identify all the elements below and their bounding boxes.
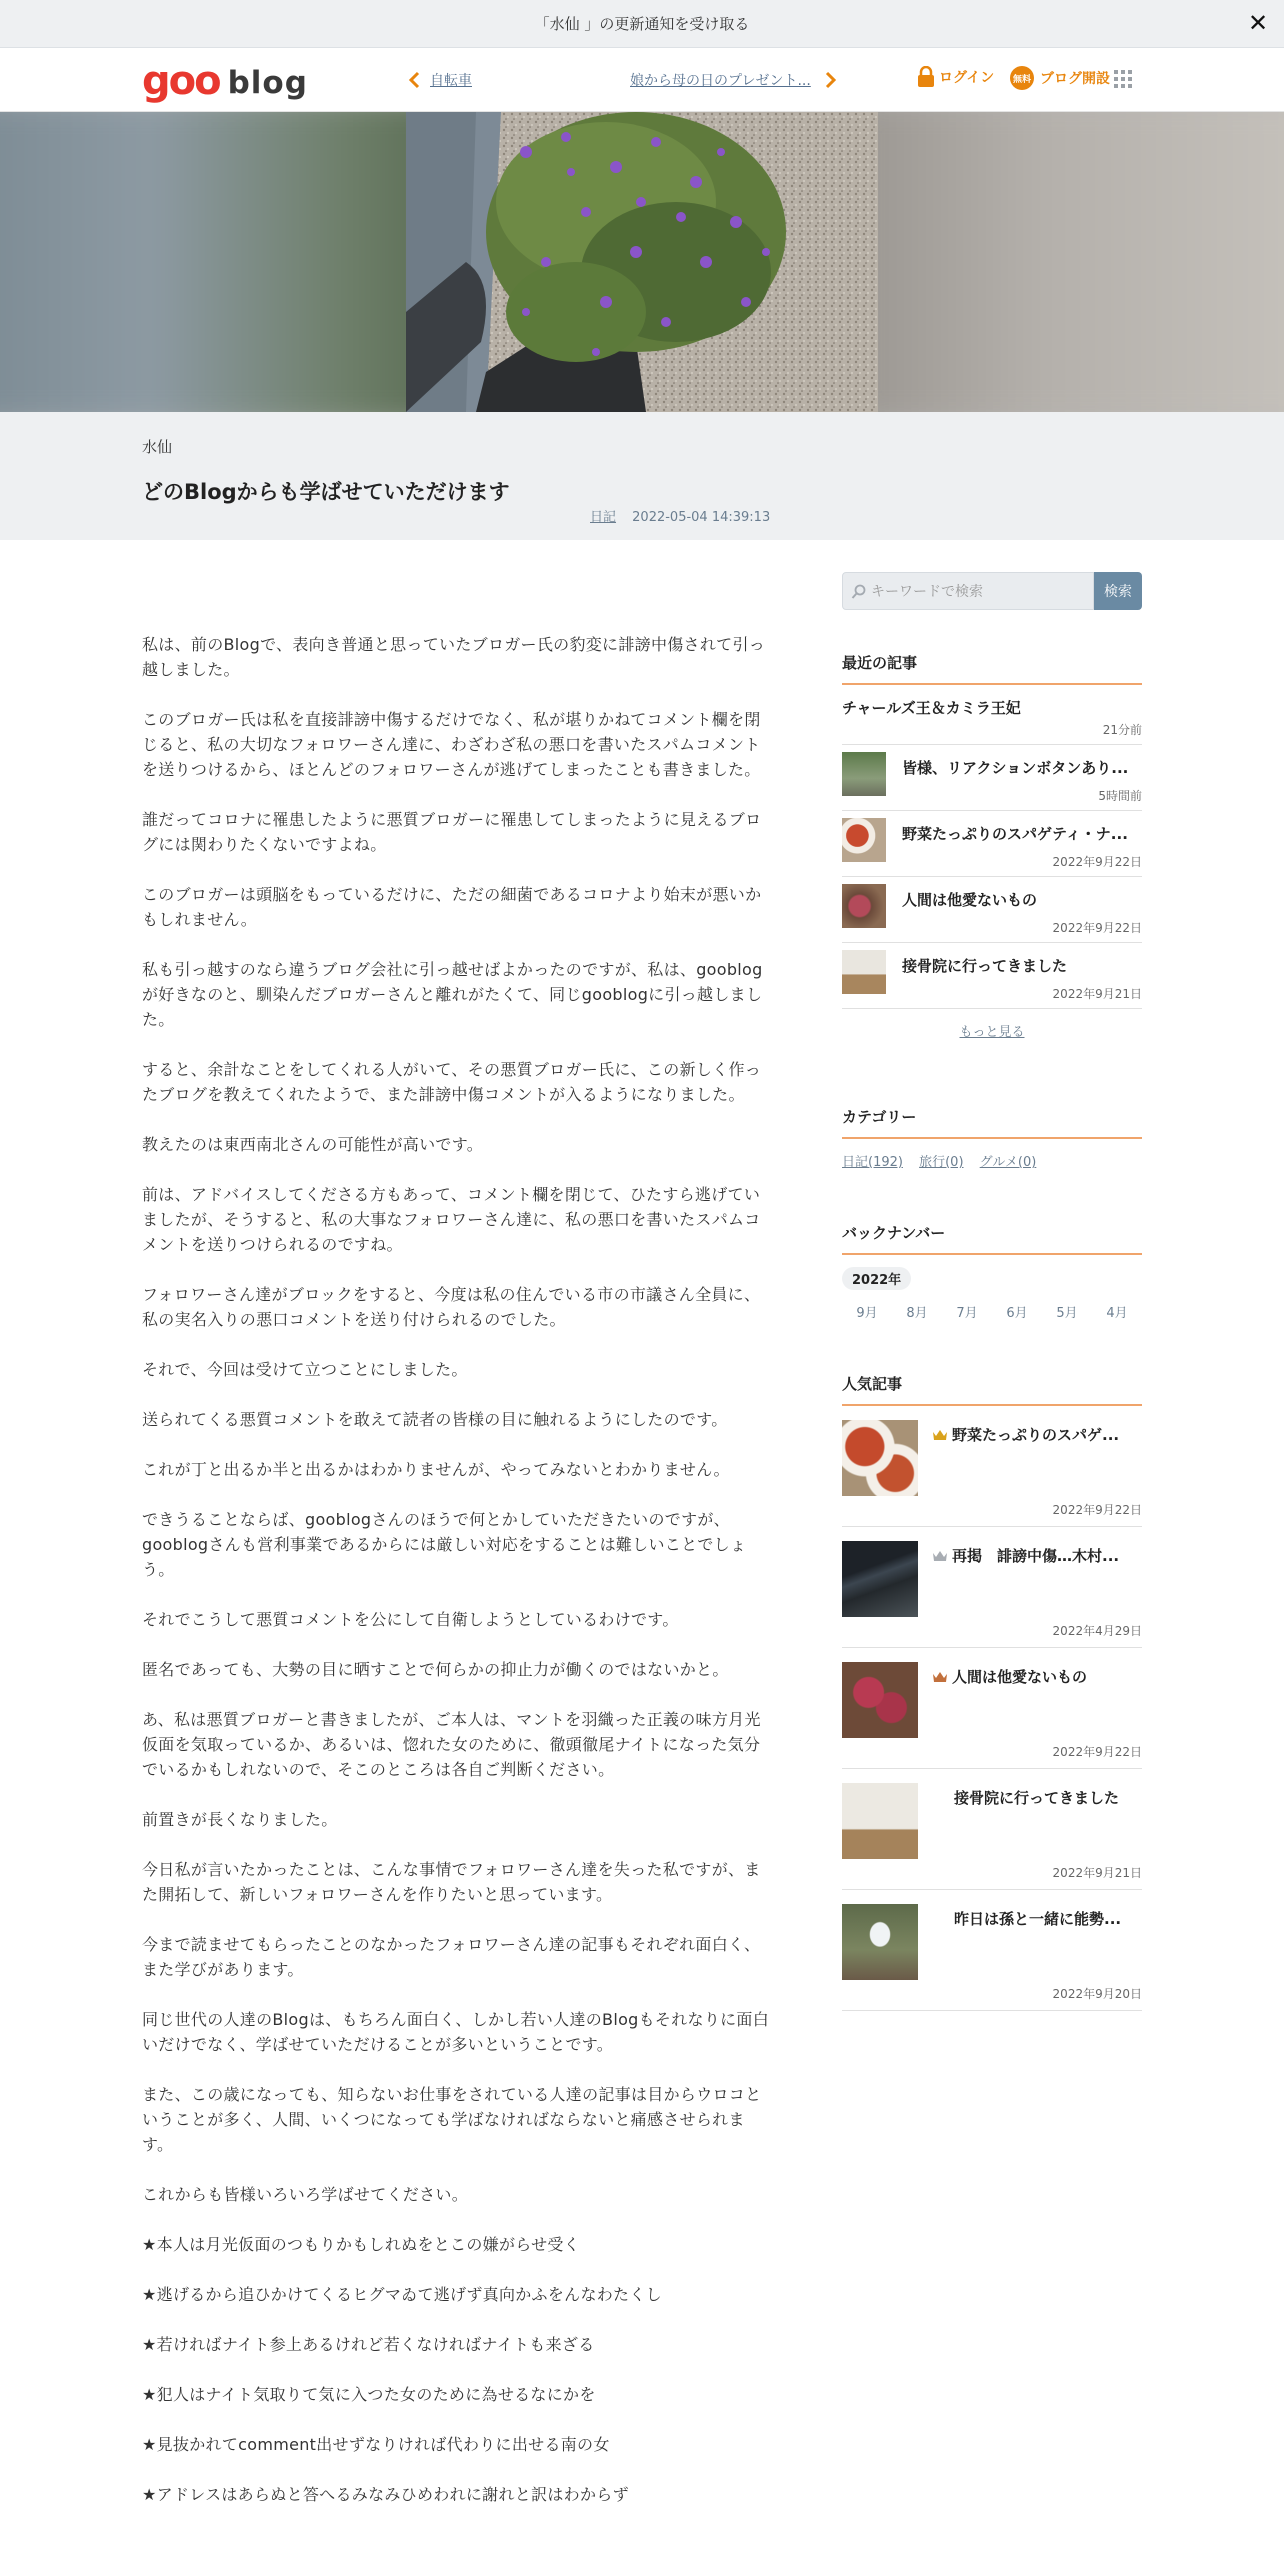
- popular-post-title[interactable]: [954, 1908, 1142, 1929]
- post-paragraph: 私も引っ越すのなら違うブログ会社に引っ越せばよかったのですが、私は、gooblogが好きなのと、馴染んだブロガーさんと離れがたくて、同じgooblogに引っ越しました。: [142, 960, 763, 1029]
- post-title: どのBlogからも学ばせていただけます: [142, 480, 510, 504]
- recent-post-title[interactable]: 接骨院に行ってきました: [902, 957, 1068, 975]
- post-paragraph: それで、今回は受けて立つことにしました。: [142, 1360, 468, 1379]
- post-paragraph: このブロガー氏は私を直接誹謗中傷するだけでなく、私が堪りかねてコメント欄を閉じると、私の大切なフォロワーさん達に、わざわざ私の悪口を書いたスパムコメントを送りつけるから、ほとんどのフォロワーさんが逃げてしまったことも書きました。: [142, 710, 761, 779]
- goo-blog-logo[interactable]: [142, 58, 308, 104]
- popular-post-date: 2022年4月29日: [1052, 1624, 1142, 1638]
- header-photo-blur-right: [848, 112, 1284, 412]
- open-blog-label: ブログ開設: [1040, 71, 1110, 87]
- recent-post-date: 2022年9月22日: [1052, 921, 1142, 935]
- post-title-band: [0, 412, 1284, 540]
- popular-post-title-text: 人間は他愛ないもの: [952, 1668, 1088, 1686]
- post-paragraph: 今日私が言いたかったことは、こんな事情でフォロワーさん達を失った私ですが、また開拓して、新しいフォロワーさんを作りたいと思っています。: [142, 1860, 761, 1904]
- sidebar: [842, 572, 1142, 2011]
- month-link[interactable]: 9月: [856, 1306, 878, 1321]
- post-paragraph: 匿名であっても、大勢の目に晒すことで何らかの抑止力が働くのではないかと。: [142, 1660, 729, 1679]
- post-body: [142, 632, 772, 2532]
- post-paragraph: それでこうして悪質コメントを公にして自衛しようとしているわけです。: [142, 1610, 679, 1629]
- recent-post-item[interactable]: [842, 745, 1142, 811]
- follow-notify-text[interactable]: 「水仙 」の更新通知を受け取る: [534, 15, 750, 33]
- year-tab[interactable]: 2022年: [842, 1267, 911, 1290]
- prev-post-label: 自転車: [430, 73, 472, 89]
- blog-name[interactable]: 水仙: [142, 438, 173, 456]
- popular-post-title-text: 昨日は孫と一緒に能勢...: [954, 1910, 1122, 1928]
- search-button[interactable]: 検索: [1094, 572, 1142, 610]
- recent-post-title[interactable]: 人間は他愛ないもの: [902, 891, 1038, 909]
- more-posts-link[interactable]: もっと見る: [959, 1025, 1025, 1040]
- popular-post-item[interactable]: [842, 1527, 1142, 1648]
- category-link[interactable]: グルメ(0): [979, 1155, 1037, 1170]
- post-paragraph: 送られてくる悪質コメントを敢えて読者の皆様の目に触れるようにしたのです。: [142, 1410, 728, 1429]
- popular-post-date: 2022年9月20日: [1052, 1987, 1142, 2001]
- post-paragraph: すると、余計なことをしてくれる人がいて、その悪質ブロガー氏に、この新しく作ったブログを教えてくれたようで、また誹謗中傷コメントが入るようになりました。: [142, 1060, 762, 1104]
- post-category-link[interactable]: 日記: [590, 510, 617, 525]
- chevron-right-icon: [819, 68, 843, 92]
- recent-post-title[interactable]: チャールズ王＆カミラ王妃: [842, 699, 1021, 717]
- login-label: ログイン: [939, 70, 995, 86]
- post-paragraph: ★犯人はナイト気取りて気に入つた女のために為せるなにかを: [142, 2385, 596, 2404]
- popular-post-title[interactable]: [932, 1666, 1142, 1687]
- popular-post-date: 2022年9月21日: [1052, 1866, 1142, 1880]
- post-paragraph: ★逃げるから追ひかけてくるヒグマゐて逃げず真向かふをんなわたくし: [142, 2285, 662, 2304]
- open-blog-button[interactable]: [1010, 66, 1110, 90]
- month-link[interactable]: 4月: [1106, 1306, 1128, 1321]
- popular-post-thumbnail[interactable]: [842, 1904, 918, 1980]
- month-link[interactable]: 5月: [1056, 1306, 1078, 1321]
- post-paragraph: ★若ければナイト参上あるけれど若くなければナイトも来ざる: [142, 2335, 595, 2354]
- category-link[interactable]: 日記(192): [842, 1155, 903, 1170]
- popular-post-item[interactable]: [842, 1890, 1142, 2011]
- post-meta: [590, 506, 770, 525]
- silver-crown-icon: [932, 1549, 948, 1563]
- popular-post-date: 2022年9月22日: [1052, 1745, 1142, 1759]
- next-post-label: 娘から母の日のプレゼント...: [630, 73, 811, 89]
- logo-blog-text: blog: [227, 65, 308, 101]
- post-paragraph: これが丁と出るか半と出るかはわかりませんが、やってみないとわかりません。: [142, 1460, 730, 1479]
- popular-post-date: 2022年9月22日: [1052, 1503, 1142, 1517]
- site-header: [0, 48, 1284, 112]
- recent-post-thumbnail[interactable]: [842, 752, 886, 796]
- recent-posts: [842, 652, 1142, 1040]
- popular-post-item[interactable]: [842, 1648, 1142, 1769]
- header-photo-flowers: [406, 112, 878, 412]
- lock-icon: [917, 66, 935, 88]
- recent-post-date: 2022年9月22日: [1052, 855, 1142, 869]
- post-paragraph: 教えたのは東西南北さんの可能性が高いです。: [142, 1135, 484, 1154]
- apps-grid-icon[interactable]: [1114, 70, 1132, 88]
- recent-post-item[interactable]: [842, 811, 1142, 877]
- categories-title: カテゴリー: [842, 1106, 1142, 1139]
- post-paragraph: ★アドレスはあらぬと答へるみなみひめわれに謝れと訳はわからず: [142, 2485, 629, 2504]
- category-link[interactable]: 旅行(0): [919, 1155, 964, 1170]
- search-icon: [851, 584, 867, 600]
- popular-posts-title: 人気記事: [842, 1373, 1142, 1406]
- post-paragraph: あ、私は悪質ブロガーと書きましたが、ご本人は、マントを羽織った正義の味方月光仮面を気取っているか、あるいは、惚れた女のために、徹頭徹尾ナイトになった気分でいるかもしれないので、そこのところは各自ご判断ください。: [142, 1710, 761, 1779]
- back-numbers: [842, 1222, 1142, 1321]
- post-paragraph: できうることならば、gooblogさんのほうで何とかしていただきたいのですが、gooblogさんも営利事業であるからには厳しい対応をすることは難しいことでしょう。: [142, 1510, 747, 1579]
- popular-post-title[interactable]: [954, 1787, 1142, 1808]
- recent-post-thumbnail[interactable]: [842, 950, 886, 994]
- header-photo: [0, 112, 1284, 412]
- logo-goo-text: goo: [142, 58, 220, 104]
- post-paragraph: 私は、前のBlogで、表向き普通と思っていたブロガー氏の豹変に誹謗中傷されて引っ越しました。: [142, 635, 766, 679]
- recent-post-item[interactable]: [842, 877, 1142, 943]
- next-post-link[interactable]: [630, 68, 843, 92]
- login-button[interactable]: [917, 66, 994, 88]
- post-paragraph: 今まで読ませてもらったことのなかったフォロワーさん達の記事もそれぞれ面白く、また学びがあります。: [142, 1935, 761, 1979]
- popular-post-thumbnail[interactable]: [842, 1783, 918, 1859]
- post-datetime: 2022-05-04 14:39:13: [632, 510, 771, 525]
- month-link[interactable]: 7月: [956, 1306, 978, 1321]
- post-paragraph: ★見抜かれてcomment出せずなりければ代わりに出せる南の女: [142, 2435, 610, 2454]
- search-box: [842, 572, 1142, 610]
- recent-post-title[interactable]: 野菜たっぷりのスパゲティ・ナ...: [902, 825, 1128, 843]
- recent-post-date: 21分前: [1102, 723, 1142, 737]
- popular-post-title[interactable]: [932, 1545, 1142, 1566]
- free-badge: 無料: [1010, 66, 1034, 90]
- recent-post-date: 5時間前: [1098, 789, 1142, 803]
- popular-post-thumbnail[interactable]: [842, 1420, 918, 1496]
- popular-post-title-text: 再掲 誹謗中傷…木村...: [952, 1547, 1120, 1565]
- post-paragraph: 前置きが長くなりました。: [142, 1810, 338, 1829]
- bronze-crown-icon: [932, 1670, 948, 1684]
- recent-posts-title: 最近の記事: [842, 652, 1142, 685]
- category-links: [842, 1151, 1142, 1170]
- popular-post-title-text: 接骨院に行ってきました: [954, 1789, 1120, 1807]
- popular-post-title-text: 野菜たっぷりのスパゲ...: [952, 1426, 1120, 1444]
- recent-post-item[interactable]: [842, 943, 1142, 1009]
- post-paragraph: 同じ世代の人達のBlogは、もちろん面白く、しかし若い人達のBlogもそれなりに面白いだけでなく、学ばせていただけることが多いということです。: [142, 2010, 770, 2054]
- popular-post-item[interactable]: [842, 1769, 1142, 1890]
- prev-post-link[interactable]: [402, 68, 472, 92]
- month-links: [842, 1302, 1142, 1321]
- post-paragraph: また、この歳になっても、知らないお仕事をされている人達の記事は目からウロコということが多く、人間、いくつになっても学ばなければならないと痛感させられます。: [142, 2085, 762, 2154]
- gold-crown-icon: [932, 1428, 948, 1442]
- search-placeholder: キーワードで検索: [871, 584, 983, 600]
- header-photo-blur-left: [0, 112, 442, 412]
- follow-notify-bar[interactable]: [0, 0, 1284, 48]
- month-link[interactable]: 8月: [906, 1306, 928, 1321]
- recent-post-thumbnail[interactable]: [842, 818, 886, 862]
- popular-post-item[interactable]: [842, 1406, 1142, 1527]
- back-numbers-title: バックナンバー: [842, 1222, 1142, 1255]
- popular-posts: [842, 1373, 1142, 2011]
- popular-post-thumbnail[interactable]: [842, 1541, 918, 1617]
- recent-post-date: 2022年9月21日: [1052, 987, 1142, 1001]
- post-paragraph: ★本人は月光仮面のつもりかもしれぬをとこの嫌がらせ受く: [142, 2235, 580, 2254]
- post-paragraph: 誰だってコロナに罹患したように悪質ブロガーに罹患してしまったように見えるブログには関わりたくないですよね。: [142, 810, 762, 854]
- recent-post-title[interactable]: 皆様、リアクションボタンあり...: [902, 759, 1129, 777]
- chevron-left-icon: [402, 68, 426, 92]
- month-link[interactable]: 6月: [1006, 1306, 1028, 1321]
- close-icon[interactable]: ✕: [1247, 9, 1269, 37]
- recent-post-thumbnail[interactable]: [842, 884, 886, 928]
- search-input[interactable]: [842, 572, 1094, 610]
- post-paragraph: フォロワーさん達がブロックをすると、今度は私の住んでいる市の市議さん全員に、私の実名入りの悪口コメントを送り付けられるのでした。: [142, 1285, 761, 1329]
- post-paragraph: このブロガーは頭脳をもっているだけに、ただの細菌であるコロナより始末が悪いかもしれません。: [142, 885, 762, 929]
- popular-post-thumbnail[interactable]: [842, 1662, 918, 1738]
- popular-post-title[interactable]: [932, 1424, 1142, 1445]
- categories: [842, 1106, 1142, 1170]
- post-paragraph: 前は、アドバイスしてくださる方もあって、コメント欄を閉じて、ひたすら逃げていましたが、そうすると、私の大事なフォロワーさん達に、私の悪口を書いたスパムコメントを送りつけられるのですね。: [142, 1185, 761, 1254]
- recent-post-item[interactable]: [842, 685, 1142, 745]
- post-paragraph: これからも皆様いろいろ学ばせてください。: [142, 2185, 469, 2204]
